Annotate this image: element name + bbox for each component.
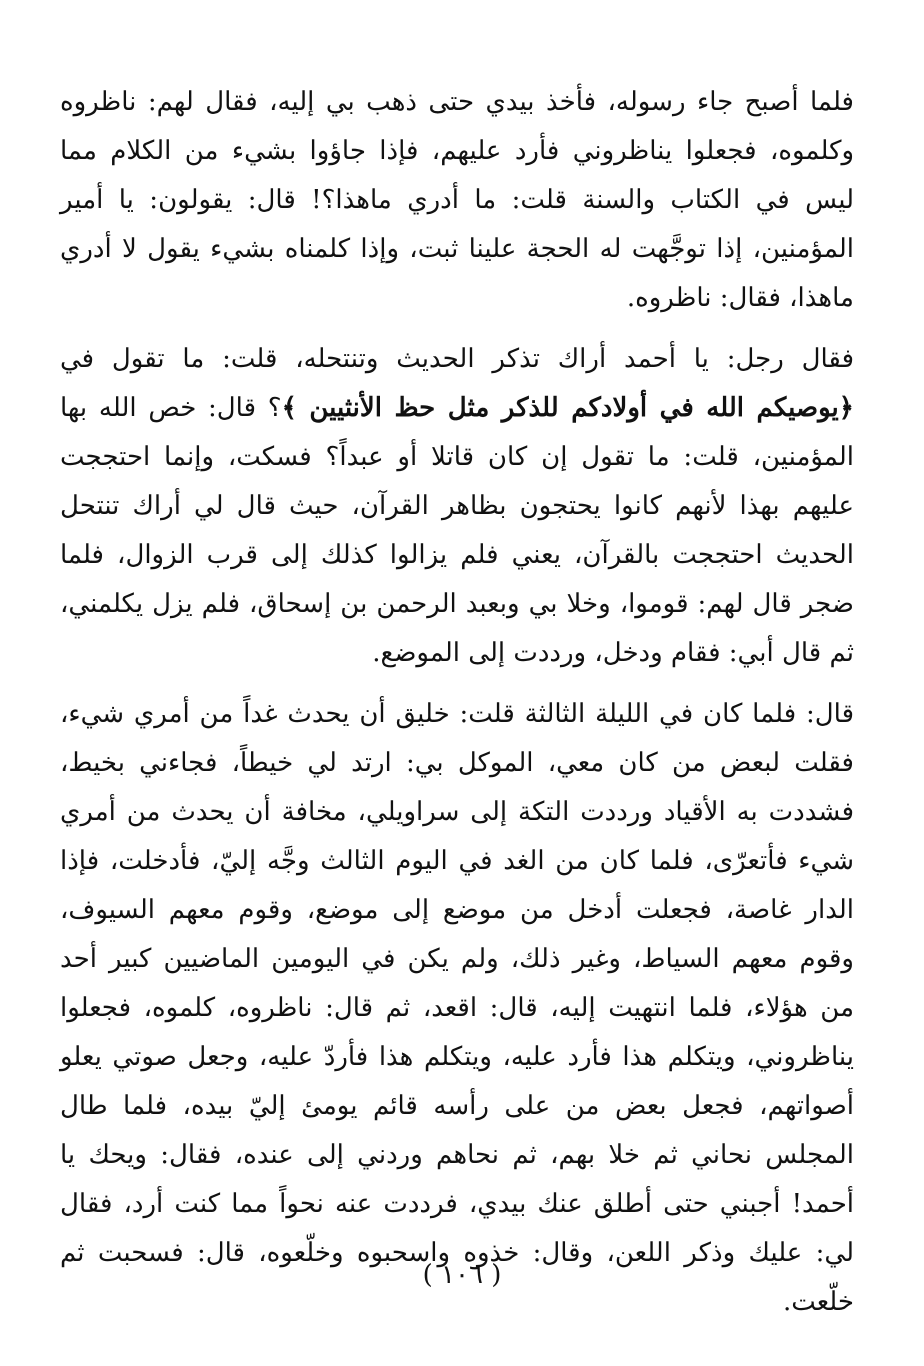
- page-body: [60, 78, 854, 1339]
- paragraph-2-text: [60, 335, 854, 678]
- paragraph-1-text: فلما أصبح جاء رسوله، فأخذ بيدي حتى ذهب بي إليه، فقال لهم: ناظروه وكلموه، فجعلوا يناظروني فأرد عليهم، فإذا جاؤوا بشيء من الكلام مما ليس في الكتاب والسنة قلت: ما أدري ماهذا؟! قال: يقولون: يا أمير المؤمنين، إذا توجَّهت له الحجة علينا ثبت، وإذا كلمناه بشيء يقول لا أدري ماهذا، فقال: ناظروه.: [60, 87, 854, 313]
- paragraph-2-after: ؟ قال: خص الله بها المؤمنين، قلت: ما تقول إن كان قاتلا أو عبداً؟ فسكت، وإنما احتججت عليهم بهذا لأنهم كانوا يحتجون بظاهر القرآن، حيث قال لي أراك تنتحل الحديث احتججت بالقرآن، يعني فلم يزالوا كذلك إلى قرب الزوال، فلما ضجر قال لهم: قوموا، وخلا بي وبعبد الرحمن بن إسحاق، فلم يزل يكلمني، ثم قال أبي: فقام ودخل، ورددت إلى الموضع.: [60, 393, 854, 668]
- page-number: ( ١٠٦ ): [422, 1260, 502, 1290]
- paragraph-1: [60, 78, 854, 323]
- paragraph-3-text: قال: فلما كان في الليلة الثالثة قلت: خليق أن يحدث غداً من أمري شيء، فقلت لبعض من كان معي، الموكل بي: ارتد لي خيطاً، فجاءني بخيط، فشددت به الأقياد ورددت التكة إلى سراويلي، مخافة أن يحدث من أمري شيء فأتعرّى، فلما كان من الغد في اليوم الثالث وجَّه إليّ، فأدخلت، فإذا الدار غاصة، فجعلت أدخل من موضع إلى موضع، وقوم معهم السيوف، وقوم معهم السياط، وغير ذلك، ولم يكن في اليومين الماضيين كبير أحد من هؤلاء، فلما انتهيت إليه، قال: اقعد، ثم قال: ناظروه، كلموه، فجعلوا يناظروني، ويتكلم هذا فأرد عليه، ويتكلم هذا فأردّ عليه، وجعل صوتي يعلو أصواتهم، فجعل بعض من على رأسه قائم يومئ إليّ بيده، فلما طال المجلس نحاني ثم خلا بهم، ثم نحاهم وردني إلى عنده، فقال: ويحك يا أحمد! أجبني حتى أطلق عنك بيدي، فرددت عنه نحواً مما كنت أرد، فقال لي: عليك وذكر اللعن، وقال: خذوه واسحبوه وخلّعوه، قال: فسحبت ثم خلّعت.: [60, 699, 854, 1317]
- quran-verse: ﴿يوصيكم الله في أولادكم للذكر مثل حظ الأنثيين ﴾: [281, 393, 855, 423]
- paragraph-2-before: فقال رجل: يا أحمد أراك تذكر الحديث وتنتحله، قلت: ما تقول في: [60, 344, 854, 374]
- paragraph-2: [60, 335, 854, 678]
- paragraph-3: [60, 690, 854, 1327]
